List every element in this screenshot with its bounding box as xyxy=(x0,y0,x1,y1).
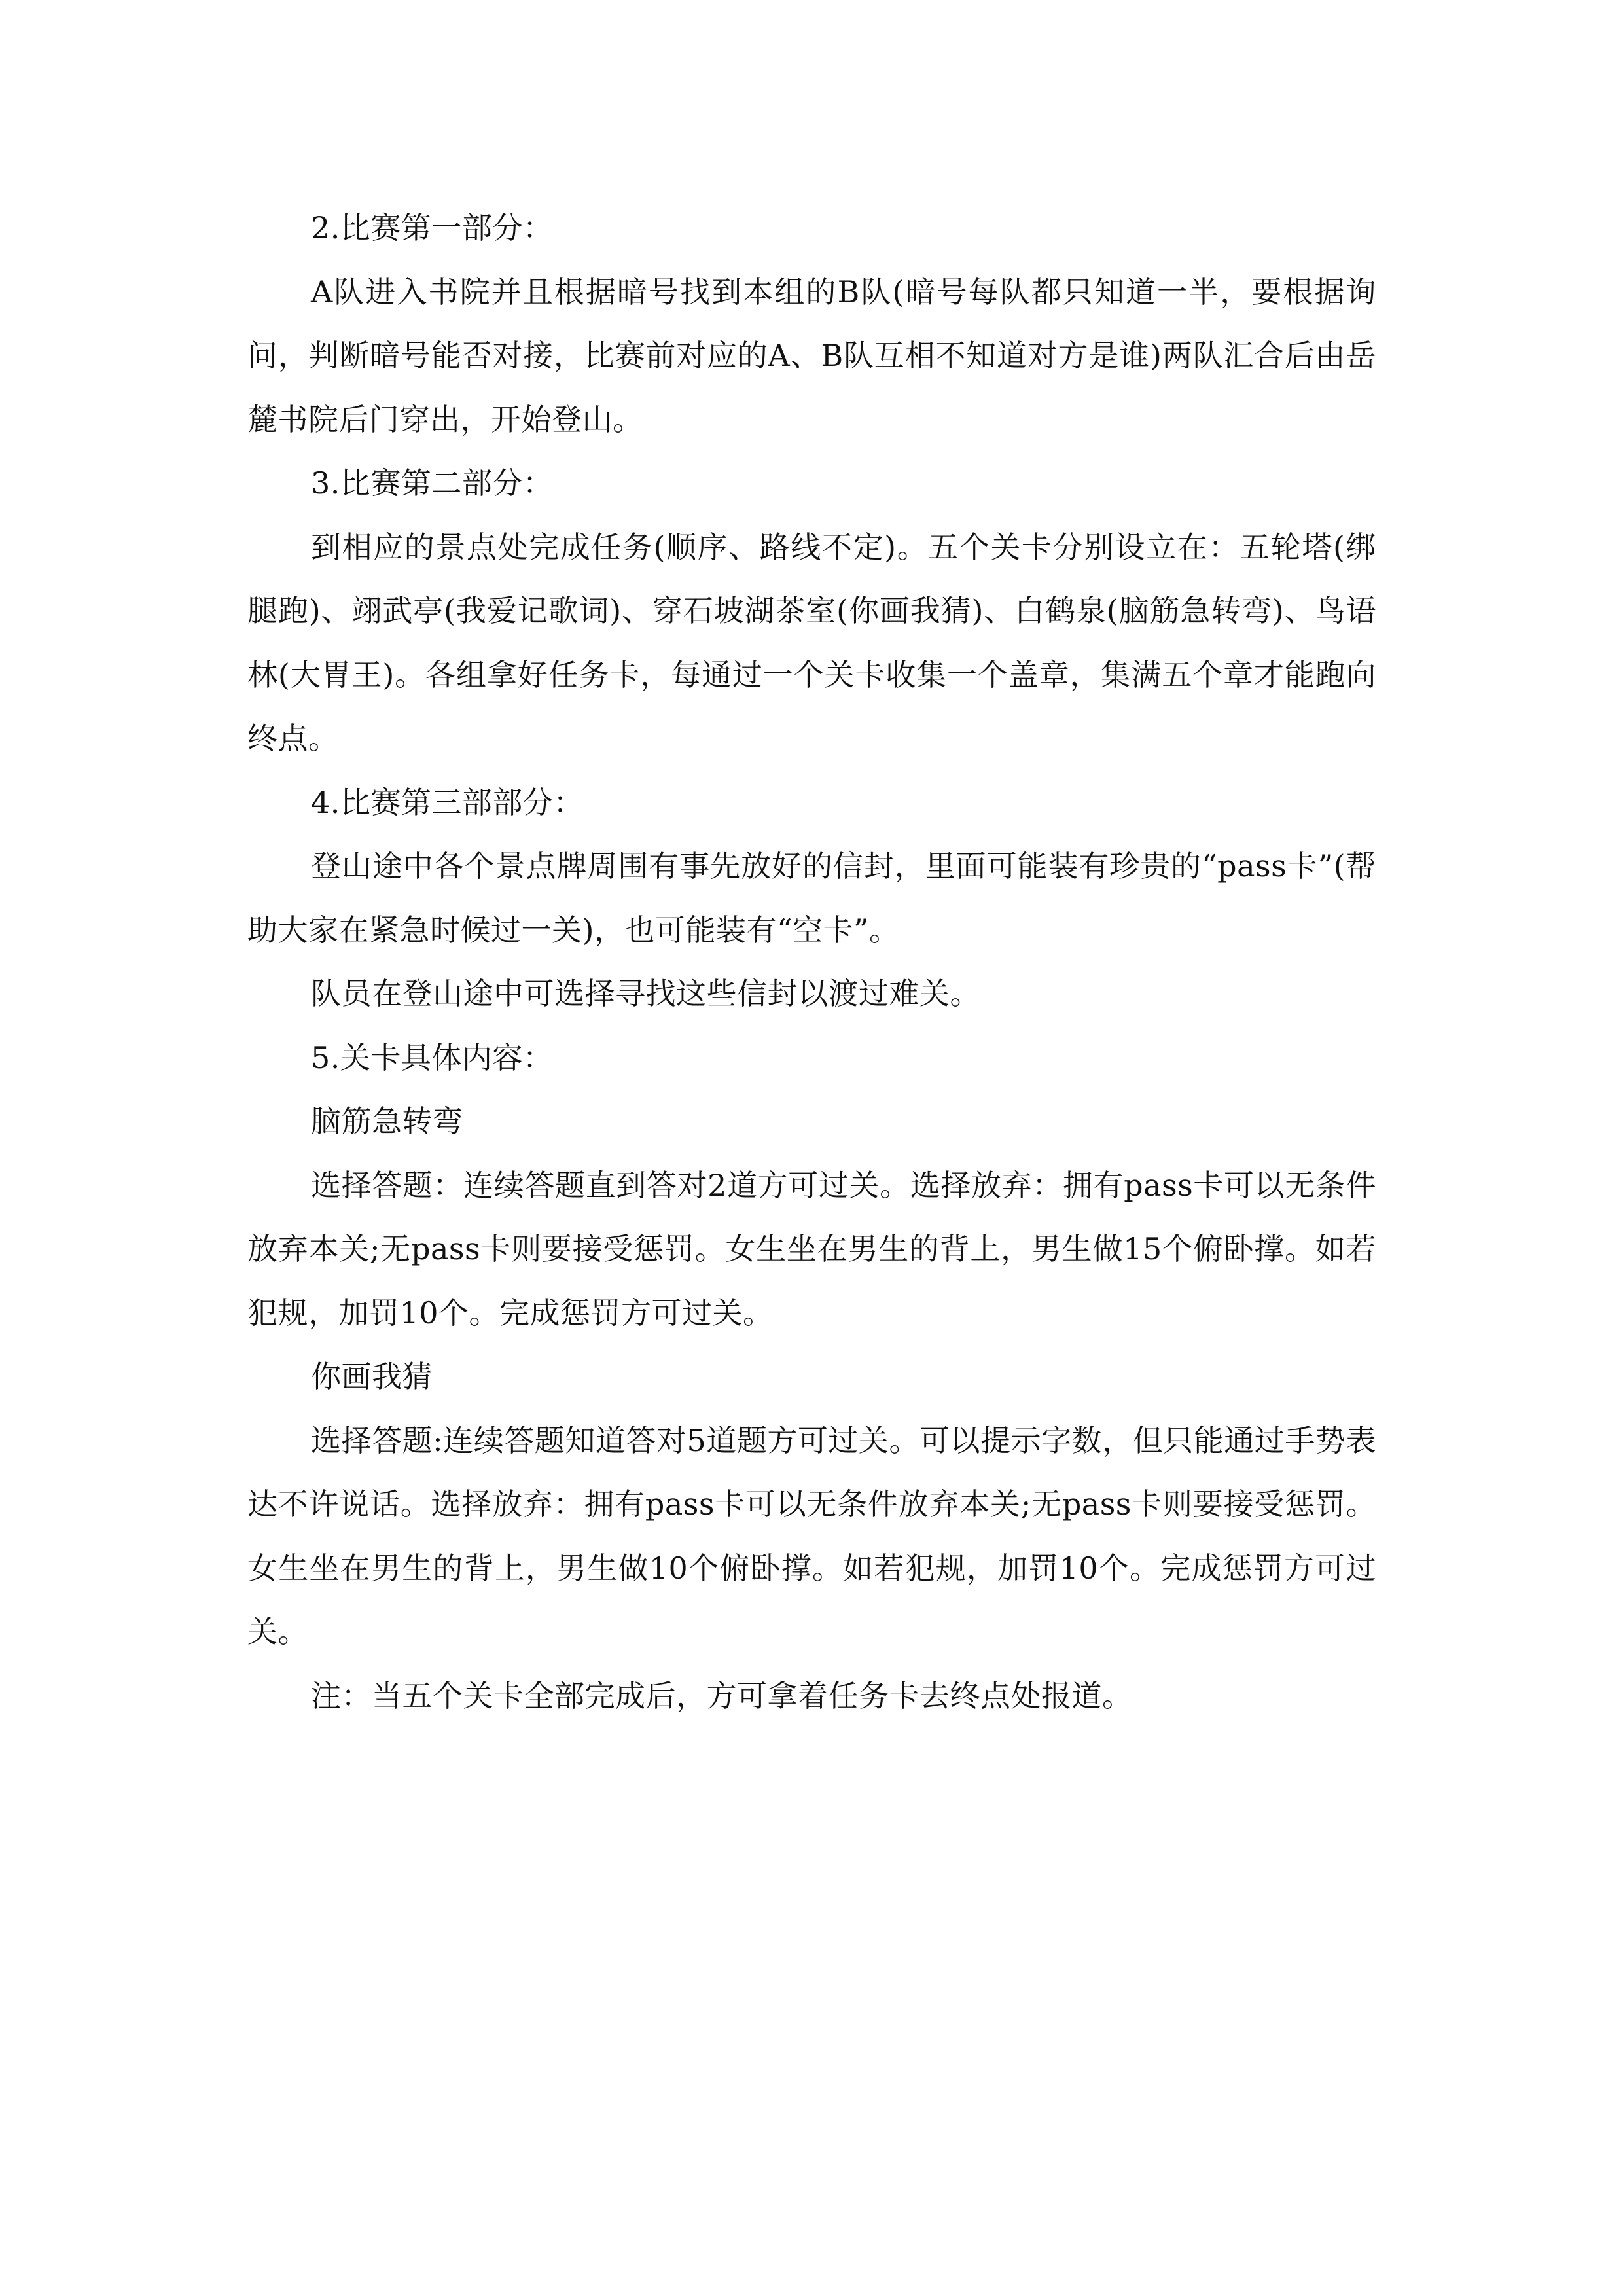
paragraph-draw-and-guess-rules: 选择答题:连续答题知道答对5道题方可过关。可以提示字数，但只能通过手势表达不许说话。选择放弃：拥有pass卡可以无条件放弃本关;无pass卡则要接受惩罚。女生坐在男生的背上，男生做10个俯卧撑。如若犯规，加罚10个。完成惩罚方可过关。 xyxy=(247,1422,1376,1649)
paragraph-part-two-description: 到相应的景点处完成任务(顺序、路线不定)。五个关卡分别设立在：五轮塔(绑腿跑)、翊武亭(我爱记歌词)、穿石坡湖茶室(你画我猜)、白鹤泉(脑筋急转弯)、鸟语林(大胃王)。各组拿好任务卡，每通过一个关卡收集一个盖章，集满五个章才能跑向终点。 xyxy=(247,529,1376,756)
section-heading-part-three: 4.比赛第三部部分： xyxy=(311,784,584,820)
paragraph-note: 注：当五个关卡全部完成后，方可拿着任务卡去终点处报道。 xyxy=(311,1677,1133,1713)
paragraph-envelopes: 登山途中各个景点牌周围有事先放好的信封，里面可能装有珍贵的“pass卡”(帮助大家在紧急时候过一关)，也可能装有“空卡”。 xyxy=(247,848,1376,948)
section-heading-level-details: 5.关卡具体内容： xyxy=(311,1039,554,1075)
paragraph-brain-teaser-rules: 选择答题：连续答题直到答对2道方可过关。选择放弃：拥有pass卡可以无条件放弃本关;无pass卡则要接受惩罚。女生坐在男生的背上，男生做15个俯卧撑。如若犯规，加罚10个。完成惩罚方可过关。 xyxy=(247,1167,1376,1331)
section-heading-part-two: 3.比赛第二部分： xyxy=(311,465,554,501)
document-body xyxy=(247,196,1376,1728)
section-heading-part-one: 2.比赛第一部分： xyxy=(311,210,554,245)
paragraph-search-envelopes: 队员在登山途中可选择寻找这些信封以渡过难关。 xyxy=(311,976,980,1011)
level-title-brain-teaser: 脑筋急转弯 xyxy=(311,1103,463,1139)
paragraph-part-one-description: A队进入书院并且根据暗号找到本组的B队(暗号每队都只知道一半，要根据询问，判断暗号能否对接，比赛前对应的A、B队互相不知道对方是谁)两队汇合后由岳麓书院后门穿出，开始登山。 xyxy=(247,274,1376,437)
level-title-draw-and-guess: 你画我猜 xyxy=(311,1359,433,1394)
